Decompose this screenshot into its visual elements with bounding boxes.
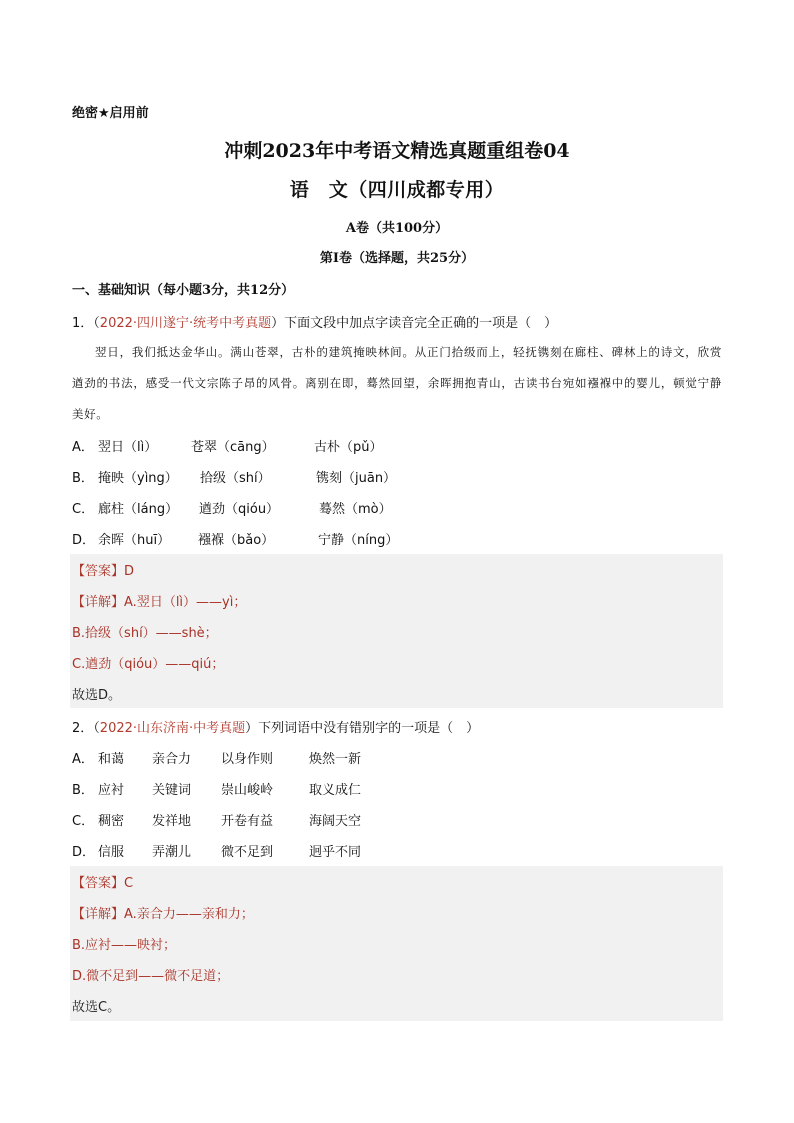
option-item-4: 焕然一新 — [309, 752, 362, 767]
option-item-2: 弄潮儿 — [152, 845, 192, 860]
detail-text: A.亲合力——亲和力； — [124, 907, 254, 922]
option-item-3: 古朴（pǔ） — [314, 440, 383, 455]
detail-line-2: B.拾级（shí）——shè； — [72, 626, 218, 641]
q1-answer-box — [70, 554, 723, 708]
source-close: ） — [245, 721, 259, 736]
detail-line-2: B.应衬——映衬； — [72, 938, 177, 953]
question-1-stem — [72, 312, 557, 331]
option-label: D． — [72, 533, 96, 548]
detail-line-3: D.微不足到——微不足道； — [72, 969, 230, 984]
question-2-stem — [72, 717, 479, 736]
detail-label: 【详解】 — [72, 595, 125, 610]
option-item-2: 拾级（shí） — [200, 471, 271, 486]
answer-value: C — [124, 876, 134, 891]
question-text: 下面文段中加点字读音完全正确的一项是（ ） — [284, 316, 558, 331]
question-number: 2． — [72, 721, 94, 736]
conclusion-line: 故选C。 — [72, 1000, 121, 1015]
answer-label: 【答案】 — [72, 564, 125, 579]
option-label: A． — [72, 440, 94, 455]
detail-line-1 — [72, 903, 254, 922]
option-item-1: 余晖（huī） — [98, 533, 171, 548]
detail-line-1 — [72, 591, 246, 610]
option-item-3: 蓦然（mò） — [319, 502, 392, 517]
source-close: ） — [271, 316, 285, 331]
exam-subtitle: 语 文（四川成都专用） — [289, 179, 505, 201]
option-item-1: 信服 — [98, 845, 125, 860]
question-text: 下列词语中没有错别字的一项是（ ） — [258, 721, 480, 736]
option-item-3: 宁静（níng） — [318, 533, 399, 548]
option-item-3: 以身作则 — [221, 752, 274, 767]
question-number: 1． — [72, 316, 94, 331]
option-item-1: 稠密 — [98, 814, 125, 829]
option-label: D． — [72, 845, 96, 860]
option-item-1: 翌日（lì） — [98, 440, 158, 455]
option-label: B． — [72, 471, 94, 486]
option-item-4: 迥乎不同 — [309, 845, 362, 860]
detail-text: A.翌日（lì）——yì； — [124, 595, 247, 610]
option-item-2: 苍翠（cāng） — [191, 440, 275, 455]
detail-line-3: C.遒劲（qióu）——qiú； — [72, 657, 225, 672]
option-item-3: 开卷有益 — [221, 814, 274, 829]
passage-text: 翌日，我们抵达金华山。满山苍翠，古朴的建筑掩映林间。从正门拾级而上，轻抚镌刻在廊柱、碑林上的诗文，欣赏遒劲的书法，感受一代文宗陈子昂的风骨。离别在即，蓦然回望，余晖拥抱青山，古读书台宛如襁褓中的婴儿，顿觉宁静美好。 — [72, 345, 722, 421]
option-item-1: 廊柱（láng） — [98, 502, 179, 517]
option-label: A． — [72, 752, 94, 767]
q2-answer-box — [70, 866, 723, 1021]
question-1-passage — [72, 337, 722, 430]
option-item-1: 掩映（yìng） — [98, 471, 178, 486]
source-open: （ — [93, 316, 100, 331]
option-item-3: 微不足到 — [221, 845, 274, 860]
question-source: 2022·四川遂宁·统考中考真题 — [99, 316, 272, 331]
answer-value: D — [124, 564, 135, 579]
conclusion-line: 故选D。 — [72, 688, 122, 703]
option-item-2: 亲合力 — [152, 752, 192, 767]
option-item-1: 应衬 — [98, 783, 125, 798]
option-label: B． — [72, 783, 94, 798]
question-source: 2022·山东济南·中考真题 — [99, 721, 246, 736]
exam-title: 冲刺2023年中考语文精选真题重组卷04 — [224, 140, 570, 162]
confidential-label: 绝密★启用前 — [72, 106, 149, 121]
option-label: C． — [72, 502, 95, 517]
option-item-2: 襁褓（bǎo） — [198, 533, 275, 548]
option-item-4: 海阔天空 — [309, 814, 362, 829]
answer-label: 【答案】 — [72, 876, 125, 891]
answer-line — [72, 560, 134, 579]
option-item-3: 崇山峻岭 — [221, 783, 274, 798]
option-item-2: 遒劲（qióu） — [199, 502, 280, 517]
source-open: （ — [93, 721, 100, 736]
option-item-2: 发祥地 — [152, 814, 192, 829]
option-label: C． — [72, 814, 95, 829]
volume-a-heading: A卷（共100分） — [345, 221, 449, 236]
option-item-4: 取义成仁 — [309, 783, 362, 798]
option-item-1: 和蔼 — [98, 752, 125, 767]
answer-line — [72, 872, 133, 891]
detail-label: 【详解】 — [72, 907, 125, 922]
option-item-2: 关键词 — [152, 783, 192, 798]
part-one-heading: 第Ⅰ卷（选择题，共25分） — [319, 251, 475, 266]
option-item-3: 镌刻（juān） — [316, 471, 397, 486]
section-heading: 一、基础知识（每小题3分，共12分） — [72, 283, 295, 298]
